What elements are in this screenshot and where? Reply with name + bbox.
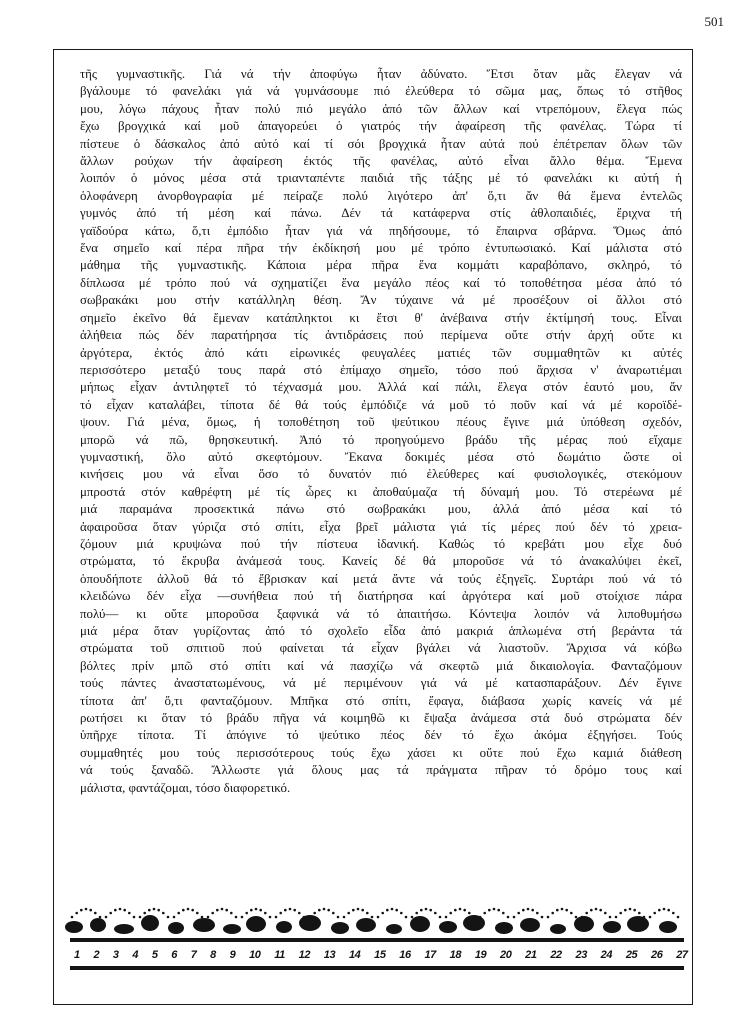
arc-dot [75,912,78,915]
arc-dot [114,909,117,912]
stone-shape [114,924,134,934]
arc-dot [327,909,330,912]
arc-dot [225,909,228,912]
arc-dot [162,912,165,915]
arc-dot [445,916,448,919]
arc-dot [139,916,142,919]
ruler-number: 6 [171,949,177,961]
ruler-number: 20 [499,949,512,961]
arc-dot [459,908,462,911]
stone-shape [193,918,215,932]
arc-dot [619,912,622,915]
text-line: γυμνός ἀπό τή μέση καί πάνω. Δέν τά κατάφερνα στίς ἀθλοπαιδιές, ἔριχνα τή [80,206,682,221]
stone-shape [90,918,106,932]
ruler-number: 15 [374,949,386,961]
arc-dot [279,912,282,915]
arc-dot [123,909,126,912]
arc-dot [615,916,618,919]
stone-shape [550,924,566,934]
text-line: γυμναστική, ὅλο αὐτό σκεφτόμουν. Ἔκανα δοκιμές μέσα στό δωμάτιο ὥστε οἱ [80,449,682,464]
text-line: μιά μέρα ὅταν γυρίζοντας ἀπό τό σχολεῖο εἶδα ἀπό μακριά ἁπλωμένα στή βεράντα τά [80,624,682,638]
text-line: στρώματα, τό ἔκρυβα ἀνάμεσά τους. Κανείς δέ θά μποροῦσε νά τό ἀνακαλύψει ἐκεῖ, [80,554,682,569]
arc-dot [547,916,550,919]
text-line: λοιπόν ὁ μόνος μέσα στά τριανταπέντε παιδιά τῆς τάξης μέ τό φανελάκι κι αὐτή ἡ [80,171,682,186]
ruler-number: 12 [298,949,311,961]
text-line: στρώματα τοῦ σπιτιοῦ πού φαίνεται τά εἶχαν βγάλει νά λιαστοῦν. Ἄρχισα νά κόβω [80,641,682,656]
arc-dot [609,916,612,919]
arc-dot [343,916,346,919]
text-line: ἔχω βρογχικά καί μοῦ ἀπαγορεύει ὁ γιατρός τήν ἀφαίρεση τῆς φανέλας. Τώρα τί [80,119,682,134]
arc-dot [604,912,607,915]
arc-dot [105,916,108,919]
text-line: τό εἶχαν καταλάβει, τίποτα δέ θά τούς ἐμπόδιζε νά μοῦ τό ποῦν καί νά μέ κοροϊδέ- [80,397,682,412]
arc-dot [381,912,384,915]
arc-dot [488,909,491,912]
text-line: ἄλλων ρούχων τήν ἀφαίρεση ἐκτός τῆς φανέλας, αὐτό εἶναι ἄλλο θέμα. Ἔμενα [80,154,682,169]
ruler-number: 4 [132,949,139,961]
arc-dot [157,909,160,912]
arc-dot [629,908,632,911]
arc-dot [420,909,423,912]
arc-dot [221,908,224,911]
arc-dot [289,908,292,911]
text-line: δίπλωσα μέ τρόπο πού νά σχηματίζει ἕνα μεγάλο πέος καί τό τοποθέτησα μέσα ἀπό τό [80,275,682,290]
arc-dot [119,908,122,911]
arc-dot [667,909,670,912]
arc-dot [361,909,364,912]
text-line: ζόμουν μιά κρυψώνα πού τήν πίστευα ἰδανική. Καθώς τό κρεβάτι μου εἶχε δυό [80,536,682,551]
arc-dot [595,908,598,911]
arc-dot [332,912,335,915]
arc-dot [405,916,408,919]
stone-shape [439,921,457,933]
text-line: τῆς γυμναστικῆς. Γιά νά τήν ἀποφύγω ἦταν ἀδύνατο. Ἔτσι ὅταν μᾶς ἔλεγαν νά [80,67,682,81]
ruler-number: 14 [348,949,361,961]
arc-dot [207,916,210,919]
arc-dot [585,912,588,915]
arc-dot [71,916,74,919]
arc-dot [191,909,194,912]
ruler-number: 26 [651,949,663,961]
arc-dot [264,912,267,915]
arc-dot [177,912,180,915]
text-line: τούς πάντες ἀναστατωμένους, νά μέ περιμένουν γιά νά μέ κατασπαράξουν. Δέν ἔγινε [80,676,682,691]
arc-dot [570,912,573,915]
arc-dot [235,916,238,919]
text-line: ὁπουδήποτε ἀλλοῦ θά τό ἔβρισκαν καί μετά ἄντε νά τούς ἐξηγεῖς. Συρτάρι πού νά τό [80,571,682,586]
arc-dot [148,909,151,912]
arc-dot [400,912,403,915]
arc-dot [109,912,112,915]
arc-dot [658,909,661,912]
ruler-number: 18 [449,949,462,961]
text-line: ἀφαιροῦσα ὅταν γύριζα στό σπίτι, εἶχα βρεῖ μάλιστα γιά τίς μέρες πού δέν τό χρεια- [80,519,682,534]
ruler-number: 9 [229,949,236,961]
arc-dot [502,912,505,915]
text-line: ἕνα σημεῖο καί πέρα πῆρα τήν ἐκδίκησή μου μέ τρόπο ἐντυπωσιακό. Καί μάλιστα στό [80,241,682,256]
ruler-number: 10 [249,949,261,961]
stone-shape [276,921,292,933]
arc-dot [633,909,636,912]
text-line: μπροστά στόν καθρέφτη μέ τίς ὧρες κι ἀποθαύμαζα τή δύναμή μου. Τό στερέωνα μέ [80,484,682,499]
arc-dot [522,909,525,912]
arc-dot [323,908,326,911]
arc-dot [211,912,214,915]
text-line: γαϊδούρα κάτω, ὅ,τι ἐμπόδιο ἦταν γιά νά πηδήσουμε, τό ἔπαιρνα σβάρνα. Ὅμως ἀπό [80,223,682,238]
text-line: ἀργότερα, ἐκτός ἀπό κάτι εἰρωνικές φευγαλέες ματιές τῶν συμμαθητῶν κι αὐτές [80,345,682,360]
arc-dot [167,916,170,919]
ruler-number: 25 [625,949,638,961]
text-line: μάθημα τῆς γυμναστικῆς. Κάποια μέρα πῆρα ἕνα κομμάτι καραβόπανο, σκληρό, τό [80,258,682,273]
arc-dot [259,909,262,912]
stone-shape [331,922,349,934]
arc-dot [357,908,360,911]
arc-dot [439,916,442,919]
text-line: μου, λόγω πάχους ἦταν πολύ πιό μεγάλο ἀπό τῶν ἄλλων καί ντρεπόμουν, ἔλεγα πώς [80,101,682,116]
text-line: νά τούς ξαναδῶ. Ἄλλωστε γιά ὅλους μας τά πράγματα πῆραν τό δρόμο τους καί [80,763,682,778]
arc-dot [153,908,156,911]
arc-dot [352,909,355,912]
ruler-number: 8 [210,949,216,961]
arc-dot [468,912,471,915]
ruler-number: 24 [600,949,613,961]
ruler-number: 5 [151,949,158,961]
arc-dot [643,916,646,919]
text-line: πολύ— κι οὔτε μποροῦσα ξαφνικά νά τό ἀπαιτήσω. Κόντεψα λοιπόν νά λιποθυμήσω [80,606,682,621]
text-line: τίποτα ἀπ' ὅ,τι φανταζόμουν. Μπῆκα στό σπίτι, ἔφαγα, διάβασα χωρίς κανείς νά μέ [80,693,682,708]
text-line: μιά παραμάνα προσεκτικά πάνω στό σωβρακάκι μου, ἀλλά ἀπό μέσα καί τό [80,502,682,517]
arc-dot [241,916,244,919]
page-number: 501 [704,14,724,29]
arc-dot [527,908,530,911]
arc-dot [187,908,190,911]
arc-dot [672,912,675,915]
ruler-number: 2 [93,949,100,961]
arc-dot [513,916,516,919]
arc-dot [479,916,482,919]
stone-shape [223,924,241,934]
stone-shape [627,916,649,932]
ruler-number: 13 [323,949,336,961]
text-line: ὑπῆρχε τίποτα. Τί ἀπόγινε τό ψεύτικο πέος δέν τό ἔχω ἀκόμα ἐξηγήσει. Τούς [80,728,682,743]
text-line: ἀλήθεια πώς δέν παρατήρησα τίς ἀντιδράσεις πού περίμενα οὔτε στήν ἀρχή οὔτε κι [80,328,682,343]
text-line: κινήσεις μου νά εἶναι ὅσο τό δυνατόν πιό ἐλεύθερες καί φυσιολογικές, στεκόμουν [80,467,682,482]
ruler-drawing [64,905,694,975]
arc-dot [649,916,652,919]
arc-dot [298,912,301,915]
arc-dot [541,916,544,919]
arc-dot [531,909,534,912]
ruler-top-line [70,938,684,942]
arc-dot [303,916,306,919]
stone-shape [386,924,402,934]
arc-dot [250,909,253,912]
arc-dot [337,916,340,919]
arc-dot [425,908,428,911]
arc-dot [624,909,627,912]
text-line: κλειδώνω δέν εἶχα —συνήθεια πού τή διατήρησα καί ἀργότερα καί μοῦ στοίχισε πάρα [80,589,682,604]
arc-dot [366,912,369,915]
arc-dot [99,916,102,919]
arc-dot [395,909,398,912]
text-line: μπορῶ νά πῶ, θρησκευτική. Ἀπό τό προηγούμενο βράδυ τῆς μέρας πού εἴχαμε [80,432,682,447]
arc-dot [284,909,287,912]
arc-dot [201,916,204,919]
arc-dot [581,916,584,919]
stone-shape [603,921,621,933]
arc-dot [216,909,219,912]
arc-dot [309,916,312,919]
ruler-bottom-line [70,966,684,970]
arc-dot [454,909,457,912]
arc-dot [483,912,486,915]
text-line: βγάλουμε τό φανελάκι γιά νά γυμνάσουμε πιό ἐλεύθερα τό σῶμα μας, ὅπως τό στῆθος [80,84,682,99]
text-line: σημεῖο ἐκεῖνο θά ἔμεναν κατάπληκτοι κι ἔτσι θ' ἀνέβαινα στήν ἐκτίμησή τους. Εἶναι [80,310,682,325]
ruler-number: 16 [399,949,411,961]
stone-shape [659,921,677,933]
arc-dot [85,908,88,911]
arc-dot [133,916,136,919]
text-line: πίστευε ὁ δάσκαλος ἀπό αὐτό καί τί σόι βρογχικά ἦταν αὐτά πού ἐπέτρεπαν ὅλων τῶν [80,136,682,151]
arc-dot [590,909,593,912]
arc-dot [391,908,394,911]
arc-dot [434,912,437,915]
text-line: συμμαθητές μου τούς περισσότερους τούς ἔχω χάσει κι οὔτε πού ἔχω καμιά διάθεση [80,745,682,760]
body-text [80,66,682,797]
ruler-numbers [74,946,688,964]
arc-dot [473,916,476,919]
arc-dot [551,912,554,915]
arc-dot [377,916,380,919]
stone-shape [574,916,594,932]
arc-dot [411,916,414,919]
arc-dot [275,916,278,919]
ruler-number: 17 [424,949,436,961]
arc-dot [371,916,374,919]
text-line: σωβρακάκι μου στήν κατάλληλη θέση. Ἄν τύχαινε νά μέ προσέξουν οἱ ἄλλοι στό [80,293,682,308]
arc-dot [517,912,520,915]
arc-dot [94,912,97,915]
ruler-number: 11 [274,949,285,961]
text-line: ψουν. Γιά μένα, ὅμως, ἡ τοποθέτηση τοῦ ψεύτικου πέους ἔγινε μιά ὑπόθεση σχεδόν, [80,415,682,430]
arc-dot [463,909,466,912]
ruler-number: 19 [474,949,487,961]
text-line: περισσότερο μεταξύ τους παρά στό ἐπίμαχο σημεῖο, τόσο πού ἄρχισα ν' ἀναρωτιέμαι [80,362,682,377]
arc-dot [269,916,272,919]
arc-dot [561,908,564,911]
arc-dot [196,912,199,915]
arc-dot [663,908,666,911]
arc-dot [493,908,496,911]
stones-band [65,915,677,934]
arc-dot [429,909,432,912]
ruler-number: 7 [190,949,197,961]
ruler-number: 21 [525,949,537,961]
stone-shape [520,918,540,932]
ruler-number: 23 [575,949,587,961]
text-line: μήπως εἶχαν ἀντιληφτεῖ τό τέχνασμά μου. Ἀλλά καί πάλι, ἔλεγα στόν ἑαυτό μου, ἄν [80,380,682,395]
arc-dot [386,909,389,912]
arc-dot [293,909,296,912]
ruler-number: 3 [112,949,119,961]
text-line: ρωτήσει κι ὅταν τό βράδυ πῆγα νά κοιμηθῶ κι ἔψαξα ἀνάμεσα στά δυό στρώματα δέν [80,711,682,726]
stone-shape [246,916,266,932]
arc-dot [575,916,578,919]
arc-dot [255,908,258,911]
arc-dot [245,912,248,915]
stone-shape [356,918,376,932]
arc-dot [599,909,602,912]
arc-dot [313,912,316,915]
stone-shape [65,921,83,933]
text-line: βόλτες πρίν μπῶ στό σπίτι καί νά πασχίζω νά σκεφτῶ μιά δικαιολογία. Φανταζόμουν [80,658,682,673]
ruler-number: 22 [550,949,562,961]
arc-dot [556,909,559,912]
arc-dot [415,912,418,915]
arc-dot [128,912,131,915]
arc-dot [449,912,452,915]
arc-dot [318,909,321,912]
ruler-number: 27 [676,949,688,961]
stone-shape [410,916,430,932]
arc-dot [638,912,641,915]
arc-dot [89,909,92,912]
stone-shape [168,922,184,934]
stone-shape [495,922,513,934]
arc-dot [173,916,176,919]
arc-dot [143,912,146,915]
arc-dot [565,909,568,912]
arc-dot [497,909,500,912]
arc-dot [182,909,185,912]
arc-dot [80,909,83,912]
stone-shape [141,915,159,931]
ruler-number: 1 [74,949,80,961]
arc-dot [653,912,656,915]
arc-dot [347,912,350,915]
arc-dot [677,916,680,919]
text-line: ὁλοφάνερη ἀνορθογραφία μέ πείραζε πολύ λιγότερο ἀπ' ὅ,τι ἄν θά ἔμενα ἐντελῶς [80,188,682,203]
arc-dot [230,912,233,915]
arc-dot [507,916,510,919]
arc-dot [536,912,539,915]
text-line: μάλιστα, φαντάζομαι, τόσο διαφορετικό. [80,780,291,795]
